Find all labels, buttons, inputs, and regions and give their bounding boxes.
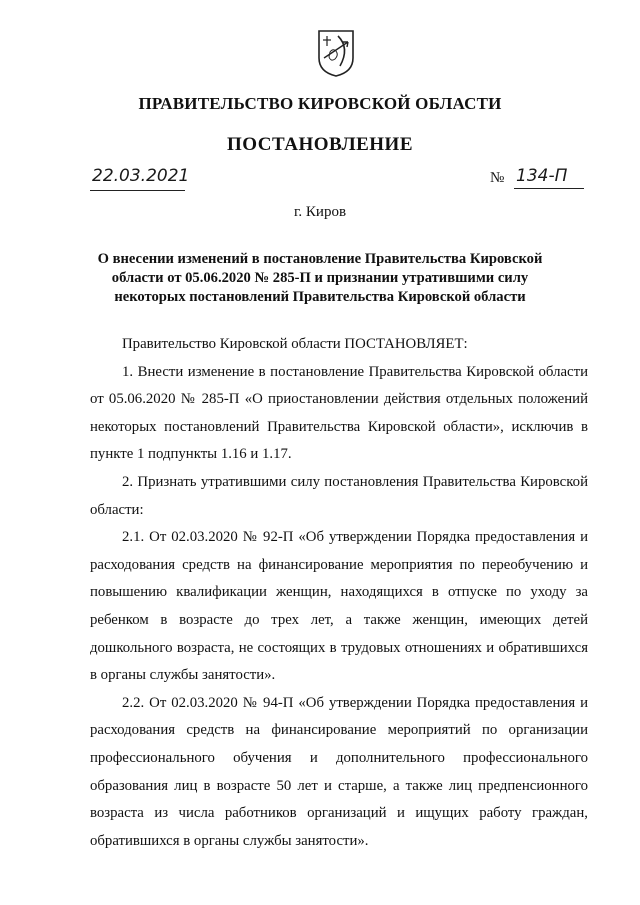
document-type-heading: ПОСТАНОВЛЕНИЕ — [226, 134, 414, 155]
coat-of-arms-icon — [316, 28, 356, 78]
clause-2-1-paragraph: 2.1. От 02.03.2020 № 92-П «Об утверждении Порядка предоставления и расходования средств на финансирование мероприятия по переобучению и повышению квалификации женщин, находящихся в отпуске по уходу за ребенком в возрасте до трех лет, а также женщин, имеющих детей дошкольного возраста, не состоящих в трудовых отношениях и обратившихся в органы службы занятости». — [90, 529, 588, 684]
subject-line: О внесении изменений в постановление Правительства Кировской — [97, 251, 543, 267]
clause-2-2-paragraph: 2.2. От 02.03.2020 № 94-П «Об утверждении Порядка предоставления и расходования средств на финансирование мероприятий по организации профессионального обучения и дополнительного профессионального образования лиц в возрасте 50 лет и старше, а также лиц предпенсионного возраста из числа работников организаций и ищущих работу граждан, обратившихся в органы службы занятости». — [90, 694, 588, 849]
subject-line: области от 05.06.2020 № 285-П и признании утратившими силу — [111, 270, 529, 286]
city-line: г. Киров — [293, 204, 347, 220]
clause-2-paragraph: 2. Признать утратившими силу постановления Правительства Кировской области: — [90, 473, 588, 518]
subject-line: некоторых постановлений Правительства Кировской области — [114, 289, 526, 305]
government-title: ПРАВИТЕЛЬСТВО КИРОВСКОЙ ОБЛАСТИ — [138, 94, 502, 113]
document-number: 134-П — [516, 166, 568, 186]
document-date: 22.03.2021 — [92, 166, 190, 186]
number-sign: № — [490, 170, 505, 186]
document-body — [90, 331, 588, 855]
preamble-paragraph: Правительство Кировской области ПОСТАНОВЛЯЕТ: — [122, 336, 468, 352]
document-number-block — [490, 166, 590, 190]
number-underline — [514, 188, 584, 189]
clause-1-paragraph: 1. Внести изменение в постановление Правительства Кировской области от 05.06.2020 № 285-П «О приостановлении действия отдельных положений некоторых постановлений Правительства Кировской области», исключив в пункте 1 подпункты 1.16 и 1.17. — [90, 363, 588, 463]
document-subject — [90, 250, 550, 307]
